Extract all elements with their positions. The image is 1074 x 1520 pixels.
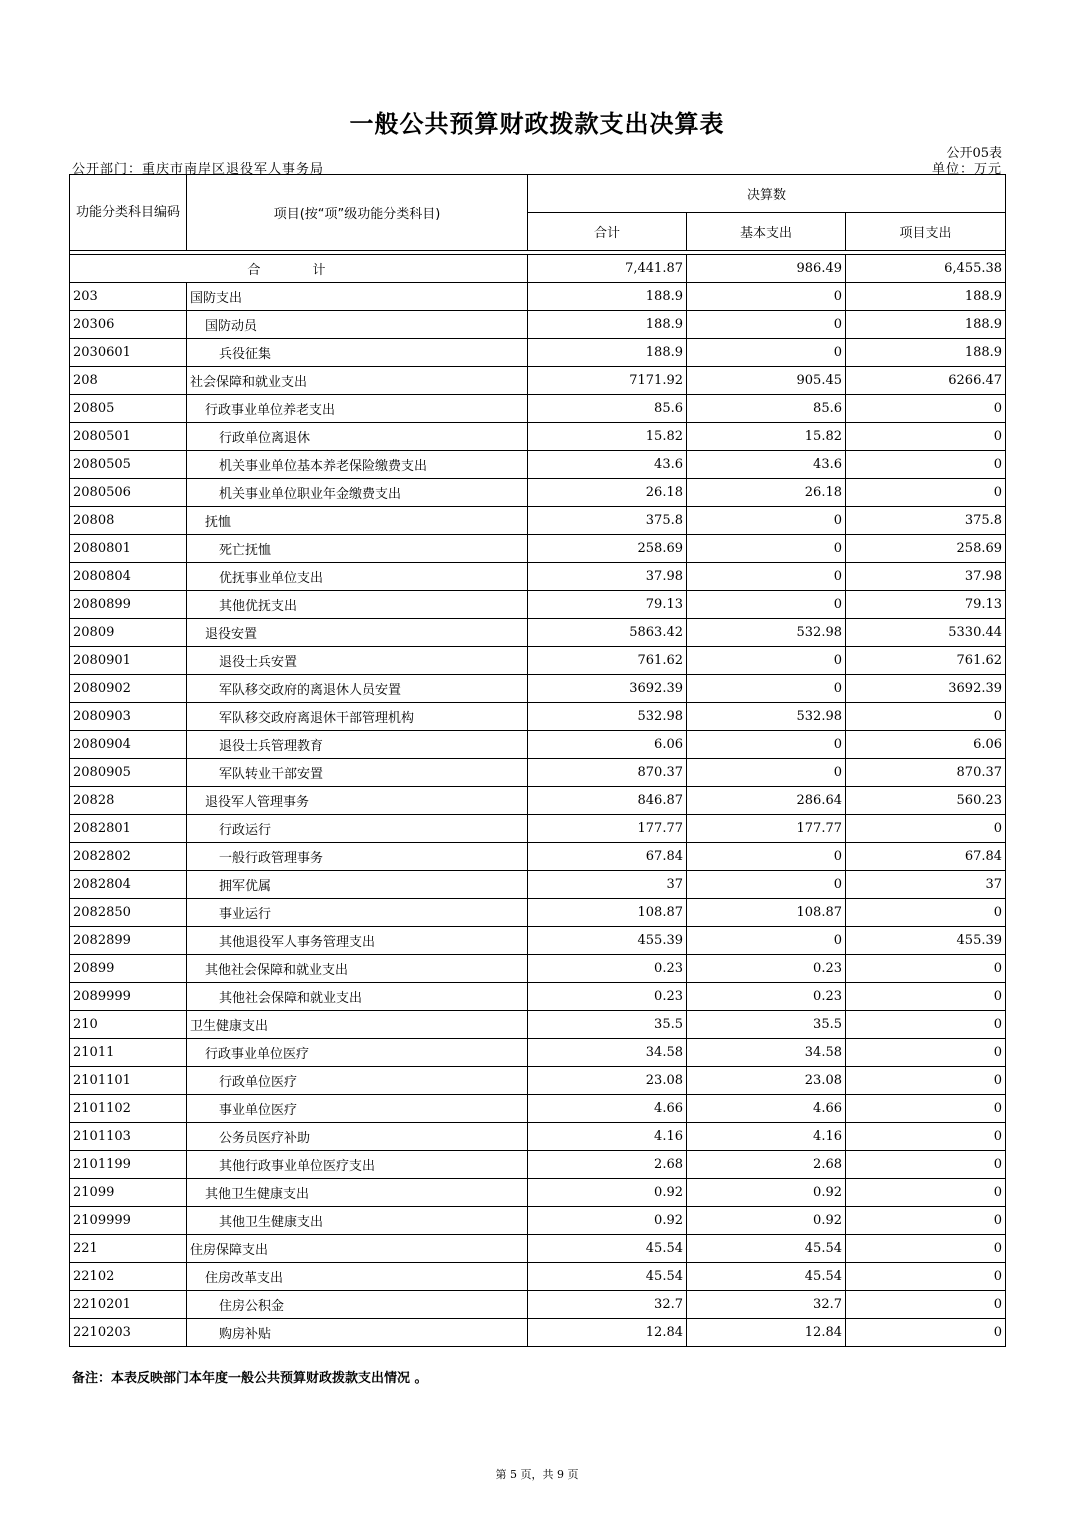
row-total: 4.66 — [528, 1095, 687, 1123]
row-code: 203 — [70, 283, 187, 311]
row-total: 79.13 — [528, 591, 687, 619]
row-basic: 0 — [687, 647, 846, 675]
row-basic: 0 — [687, 591, 846, 619]
row-project: 188.9 — [846, 339, 1006, 367]
row-project: 0 — [846, 1011, 1006, 1039]
table-row — [70, 507, 1006, 535]
table-row — [70, 367, 1006, 395]
row-code: 2080904 — [70, 731, 187, 759]
row-project: 761.62 — [846, 647, 1006, 675]
row-code: 2101101 — [70, 1067, 187, 1095]
row-basic: 0 — [687, 759, 846, 787]
row-project: 0 — [846, 451, 1006, 479]
row-basic: 108.87 — [687, 899, 846, 927]
row-basic: 0 — [687, 507, 846, 535]
row-project: 375.8 — [846, 507, 1006, 535]
row-name: 购房补贴 — [187, 1319, 528, 1347]
row-name: 拥军优属 — [187, 871, 528, 899]
row-total: 188.9 — [528, 339, 687, 367]
row-code: 2101199 — [70, 1151, 187, 1179]
row-total: 45.54 — [528, 1235, 687, 1263]
row-name: 国防动员 — [187, 311, 528, 339]
row-project: 6.06 — [846, 731, 1006, 759]
row-basic: 45.54 — [687, 1263, 846, 1291]
header-final: 决算数 — [528, 175, 1006, 213]
row-basic: 0 — [687, 843, 846, 871]
row-code: 2080801 — [70, 535, 187, 563]
row-total: 0.92 — [528, 1207, 687, 1235]
table-row — [70, 619, 1006, 647]
row-name: 其他社会保障和就业支出 — [187, 983, 528, 1011]
row-project: 0 — [846, 423, 1006, 451]
row-total: 108.87 — [528, 899, 687, 927]
row-name: 优抚事业单位支出 — [187, 563, 528, 591]
row-basic: 26.18 — [687, 479, 846, 507]
row-project: 37.98 — [846, 563, 1006, 591]
row-name: 军队移交政府的离退休人员安置 — [187, 675, 528, 703]
row-total: 188.9 — [528, 283, 687, 311]
form-number: 公开05表 — [946, 146, 1002, 161]
row-code: 2030601 — [70, 339, 187, 367]
row-total: 35.5 — [528, 1011, 687, 1039]
row-basic: 43.6 — [687, 451, 846, 479]
row-project: 560.23 — [846, 787, 1006, 815]
row-name: 退役士兵管理教育 — [187, 731, 528, 759]
row-name: 其他优抚支出 — [187, 591, 528, 619]
row-total: 32.7 — [528, 1291, 687, 1319]
row-basic: 0 — [687, 563, 846, 591]
table-row — [70, 731, 1006, 759]
total-basic: 986.49 — [687, 255, 846, 283]
row-name: 行政事业单位养老支出 — [187, 395, 528, 423]
row-basic: 12.84 — [687, 1319, 846, 1347]
row-total: 12.84 — [528, 1319, 687, 1347]
row-basic: 0 — [687, 927, 846, 955]
table-row — [70, 1207, 1006, 1235]
row-basic: 32.7 — [687, 1291, 846, 1319]
table-row — [70, 815, 1006, 843]
row-code: 2080501 — [70, 423, 187, 451]
row-basic: 0 — [687, 675, 846, 703]
row-code: 2080905 — [70, 759, 187, 787]
row-name: 行政事业单位医疗 — [187, 1039, 528, 1067]
table-row — [70, 675, 1006, 703]
row-name: 其他行政事业单位医疗支出 — [187, 1151, 528, 1179]
row-project: 258.69 — [846, 535, 1006, 563]
row-basic: 0 — [687, 311, 846, 339]
table-row — [70, 1039, 1006, 1067]
row-name: 军队移交政府离退休干部管理机构 — [187, 703, 528, 731]
row-project: 37 — [846, 871, 1006, 899]
row-total: 177.77 — [528, 815, 687, 843]
row-total: 2.68 — [528, 1151, 687, 1179]
row-name: 社会保障和就业支出 — [187, 367, 528, 395]
row-project: 67.84 — [846, 843, 1006, 871]
row-project: 0 — [846, 815, 1006, 843]
row-code: 2082801 — [70, 815, 187, 843]
row-total: 6.06 — [528, 731, 687, 759]
row-project: 0 — [846, 1123, 1006, 1151]
table-row — [70, 311, 1006, 339]
row-code: 2210201 — [70, 1291, 187, 1319]
row-project: 0 — [846, 1235, 1006, 1263]
row-basic: 2.68 — [687, 1151, 846, 1179]
row-basic: 0.92 — [687, 1207, 846, 1235]
row-total: 85.6 — [528, 395, 687, 423]
row-project: 0 — [846, 703, 1006, 731]
row-project: 188.9 — [846, 283, 1006, 311]
table-row — [70, 451, 1006, 479]
row-basic: 532.98 — [687, 703, 846, 731]
row-code: 2082850 — [70, 899, 187, 927]
table-row — [70, 535, 1006, 563]
header-basic: 基本支出 — [687, 213, 846, 251]
row-basic: 0 — [687, 731, 846, 759]
total-row — [70, 255, 1006, 283]
row-total: 15.82 — [528, 423, 687, 451]
row-code: 21099 — [70, 1179, 187, 1207]
row-name: 住房保障支出 — [187, 1235, 528, 1263]
row-basic: 23.08 — [687, 1067, 846, 1095]
row-total: 4.16 — [528, 1123, 687, 1151]
table-row — [70, 591, 1006, 619]
table-row — [70, 423, 1006, 451]
row-basic: 0.92 — [687, 1179, 846, 1207]
table-row — [70, 1319, 1006, 1347]
row-name: 国防支出 — [187, 283, 528, 311]
row-code: 20809 — [70, 619, 187, 647]
row-basic: 0.23 — [687, 983, 846, 1011]
page-number: 第 5 页，共 9 页 — [495, 1468, 579, 1481]
row-code: 2082804 — [70, 871, 187, 899]
row-name: 住房改革支出 — [187, 1263, 528, 1291]
header-project: 项目支出 — [846, 213, 1006, 251]
table-row — [70, 1235, 1006, 1263]
row-code: 20805 — [70, 395, 187, 423]
row-code: 2080505 — [70, 451, 187, 479]
total-label: 合 计 — [70, 255, 528, 283]
header-code: 功能分类科目编码 — [70, 175, 187, 251]
row-total: 0.23 — [528, 983, 687, 1011]
row-total: 846.87 — [528, 787, 687, 815]
row-total: 375.8 — [528, 507, 687, 535]
row-code: 208 — [70, 367, 187, 395]
row-project: 870.37 — [846, 759, 1006, 787]
table-row — [70, 955, 1006, 983]
row-code: 20899 — [70, 955, 187, 983]
row-project: 0 — [846, 1319, 1006, 1347]
row-total: 34.58 — [528, 1039, 687, 1067]
row-basic: 0 — [687, 535, 846, 563]
row-name: 卫生健康支出 — [187, 1011, 528, 1039]
unit-label: 单位：万元 — [931, 162, 1002, 177]
row-name: 其他社会保障和就业支出 — [187, 955, 528, 983]
total-project: 6,455.38 — [846, 255, 1006, 283]
row-total: 23.08 — [528, 1067, 687, 1095]
row-project: 0 — [846, 479, 1006, 507]
row-basic: 4.66 — [687, 1095, 846, 1123]
table-row — [70, 703, 1006, 731]
row-code: 2080506 — [70, 479, 187, 507]
row-project: 3692.39 — [846, 675, 1006, 703]
row-total: 37 — [528, 871, 687, 899]
row-code: 210 — [70, 1011, 187, 1039]
row-code: 2109999 — [70, 1207, 187, 1235]
row-code: 2080804 — [70, 563, 187, 591]
row-name: 退役军人管理事务 — [187, 787, 528, 815]
table-row — [70, 1067, 1006, 1095]
table-row — [70, 1151, 1006, 1179]
row-code: 2089999 — [70, 983, 187, 1011]
row-total: 761.62 — [528, 647, 687, 675]
table-row — [70, 983, 1006, 1011]
table-row — [70, 563, 1006, 591]
row-total: 5863.42 — [528, 619, 687, 647]
row-basic: 15.82 — [687, 423, 846, 451]
row-basic: 0 — [687, 871, 846, 899]
row-name: 其他卫生健康支出 — [187, 1207, 528, 1235]
row-project: 0 — [846, 1263, 1006, 1291]
row-code: 20306 — [70, 311, 187, 339]
footnote: 备注：本表反映部门本年度一般公共预算财政拨款支出情况 。 — [72, 1371, 428, 1386]
row-project: 79.13 — [846, 591, 1006, 619]
row-code: 2080902 — [70, 675, 187, 703]
row-code: 22102 — [70, 1263, 187, 1291]
row-total: 45.54 — [528, 1263, 687, 1291]
header-total: 合计 — [528, 213, 687, 251]
row-name: 事业运行 — [187, 899, 528, 927]
table-row — [70, 1095, 1006, 1123]
row-basic: 85.6 — [687, 395, 846, 423]
table-row — [70, 1011, 1006, 1039]
row-name: 兵役征集 — [187, 339, 528, 367]
row-total: 67.84 — [528, 843, 687, 871]
row-total: 43.6 — [528, 451, 687, 479]
row-total: 26.18 — [528, 479, 687, 507]
table-row — [70, 479, 1006, 507]
row-code: 2080903 — [70, 703, 187, 731]
row-project: 5330.44 — [846, 619, 1006, 647]
table-row — [70, 283, 1006, 311]
row-project: 0 — [846, 983, 1006, 1011]
row-name: 行政运行 — [187, 815, 528, 843]
table-row — [70, 395, 1006, 423]
row-name: 事业单位医疗 — [187, 1095, 528, 1123]
row-project: 0 — [846, 1207, 1006, 1235]
table-row — [70, 1291, 1006, 1319]
row-basic: 0.23 — [687, 955, 846, 983]
row-code: 221 — [70, 1235, 187, 1263]
row-name: 机关事业单位基本养老保险缴费支出 — [187, 451, 528, 479]
header-item: 项目(按“项”级功能分类科目) — [187, 175, 528, 251]
row-project: 0 — [846, 1151, 1006, 1179]
row-code: 2101102 — [70, 1095, 187, 1123]
row-name: 其他卫生健康支出 — [187, 1179, 528, 1207]
row-name: 公务员医疗补助 — [187, 1123, 528, 1151]
row-basic: 0 — [687, 339, 846, 367]
row-project: 0 — [846, 1095, 1006, 1123]
row-code: 2080899 — [70, 591, 187, 619]
row-code: 2082899 — [70, 927, 187, 955]
table-row — [70, 1123, 1006, 1151]
table-row — [70, 787, 1006, 815]
table-row — [70, 1263, 1006, 1291]
table-row — [70, 647, 1006, 675]
page-title: 一般公共预算财政拨款支出决算表 — [349, 109, 725, 138]
row-project: 0 — [846, 1179, 1006, 1207]
row-code: 20828 — [70, 787, 187, 815]
row-name: 其他退役军人事务管理支出 — [187, 927, 528, 955]
row-project: 0 — [846, 395, 1006, 423]
table-row — [70, 759, 1006, 787]
table-row — [70, 899, 1006, 927]
row-total: 870.37 — [528, 759, 687, 787]
row-name: 退役士兵安置 — [187, 647, 528, 675]
row-total: 0.92 — [528, 1179, 687, 1207]
row-basic: 177.77 — [687, 815, 846, 843]
row-basic: 905.45 — [687, 367, 846, 395]
row-name: 退役安置 — [187, 619, 528, 647]
row-code: 21011 — [70, 1039, 187, 1067]
row-name: 抚恤 — [187, 507, 528, 535]
table-row — [70, 927, 1006, 955]
row-project: 6266.47 — [846, 367, 1006, 395]
row-project: 0 — [846, 899, 1006, 927]
department-label: 公开部门：重庆市南岸区退役军人事务局 — [72, 162, 325, 177]
table-row — [70, 843, 1006, 871]
row-code: 2082802 — [70, 843, 187, 871]
row-name: 住房公积金 — [187, 1291, 528, 1319]
row-name: 行政单位离退休 — [187, 423, 528, 451]
table-row — [70, 339, 1006, 367]
row-basic: 35.5 — [687, 1011, 846, 1039]
row-total: 532.98 — [528, 703, 687, 731]
row-project: 455.39 — [846, 927, 1006, 955]
row-total: 3692.39 — [528, 675, 687, 703]
row-basic: 0 — [687, 283, 846, 311]
expenditure-table — [69, 174, 1006, 1347]
row-basic: 532.98 — [687, 619, 846, 647]
row-basic: 4.16 — [687, 1123, 846, 1151]
row-code: 2210203 — [70, 1319, 187, 1347]
row-project: 0 — [846, 1067, 1006, 1095]
row-name: 军队转业干部安置 — [187, 759, 528, 787]
row-name: 行政单位医疗 — [187, 1067, 528, 1095]
row-name: 一般行政管理事务 — [187, 843, 528, 871]
total-total: 7,441.87 — [528, 255, 687, 283]
row-basic: 45.54 — [687, 1235, 846, 1263]
row-basic: 34.58 — [687, 1039, 846, 1067]
row-project: 0 — [846, 1039, 1006, 1067]
row-total: 37.98 — [528, 563, 687, 591]
row-total: 0.23 — [528, 955, 687, 983]
row-project: 188.9 — [846, 311, 1006, 339]
row-basic: 286.64 — [687, 787, 846, 815]
row-total: 7171.92 — [528, 367, 687, 395]
row-code: 2101103 — [70, 1123, 187, 1151]
table-row — [70, 1179, 1006, 1207]
row-project: 0 — [846, 1291, 1006, 1319]
row-total: 455.39 — [528, 927, 687, 955]
row-name: 机关事业单位职业年金缴费支出 — [187, 479, 528, 507]
row-name: 死亡抚恤 — [187, 535, 528, 563]
table-row — [70, 871, 1006, 899]
row-total: 258.69 — [528, 535, 687, 563]
row-total: 188.9 — [528, 311, 687, 339]
row-code: 2080901 — [70, 647, 187, 675]
row-project: 0 — [846, 955, 1006, 983]
row-code: 20808 — [70, 507, 187, 535]
